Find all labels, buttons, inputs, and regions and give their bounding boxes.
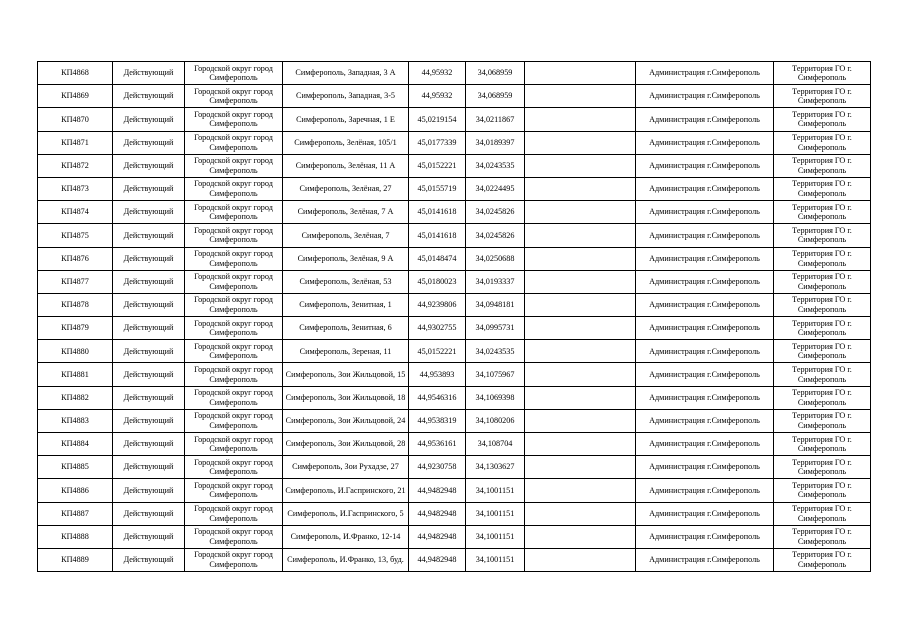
table-row	[38, 62, 871, 85]
district-cell: Городской округ город Симферополь	[185, 548, 283, 571]
longitude-cell: 34,1001151	[466, 525, 525, 548]
address-cell: Симферополь, Зелёная, 7 А	[283, 201, 409, 224]
status-cell: Действующий	[113, 131, 185, 154]
territory-cell: Территория ГО г. Симферополь	[774, 177, 871, 200]
longitude-cell: 34,068959	[466, 62, 525, 85]
empty-cell	[525, 386, 636, 409]
territory-cell: Территория ГО г. Симферополь	[774, 386, 871, 409]
district-cell: Городской округ город Симферополь	[185, 85, 283, 108]
table-row	[38, 363, 871, 386]
address-cell: Симферополь, Западная, 3-5	[283, 85, 409, 108]
longitude-cell: 34,1001151	[466, 479, 525, 502]
latitude-cell: 45,0141618	[409, 224, 466, 247]
status-cell: Действующий	[113, 201, 185, 224]
status-cell: Действующий	[113, 456, 185, 479]
empty-cell	[525, 479, 636, 502]
address-cell: Симферополь, И.Франко, 13, буд.	[283, 548, 409, 571]
district-cell: Городской округ город Симферополь	[185, 62, 283, 85]
longitude-cell: 34,0189397	[466, 131, 525, 154]
district-cell: Городской округ город Симферополь	[185, 502, 283, 525]
status-cell: Действующий	[113, 154, 185, 177]
territory-cell: Территория ГО г. Симферополь	[774, 317, 871, 340]
latitude-cell: 44,9482948	[409, 548, 466, 571]
point-id-cell: КП4872	[38, 154, 113, 177]
status-cell: Действующий	[113, 85, 185, 108]
latitude-cell: 44,9536161	[409, 433, 466, 456]
address-cell: Симферополь, Зенитная, 6	[283, 317, 409, 340]
table-row	[38, 224, 871, 247]
organization-cell: Администрация г.Симферополь	[636, 108, 774, 131]
table-row	[38, 317, 871, 340]
territory-cell: Территория ГО г. Симферополь	[774, 247, 871, 270]
territory-cell: Территория ГО г. Симферополь	[774, 502, 871, 525]
point-id-cell: КП4874	[38, 201, 113, 224]
point-id-cell: КП4869	[38, 85, 113, 108]
table-row	[38, 525, 871, 548]
table-row	[38, 293, 871, 316]
status-cell: Действующий	[113, 317, 185, 340]
point-id-cell: КП4889	[38, 548, 113, 571]
point-id-cell: КП4882	[38, 386, 113, 409]
status-cell: Действующий	[113, 62, 185, 85]
organization-cell: Администрация г.Симферополь	[636, 85, 774, 108]
territory-cell: Территория ГО г. Симферополь	[774, 108, 871, 131]
point-id-cell: КП4887	[38, 502, 113, 525]
address-cell: Симферополь, Зелёная, 53	[283, 270, 409, 293]
point-id-cell: КП4883	[38, 409, 113, 432]
status-cell: Действующий	[113, 363, 185, 386]
territory-cell: Территория ГО г. Симферополь	[774, 479, 871, 502]
address-cell: Симферополь, Зои Жильцовой, 28	[283, 433, 409, 456]
organization-cell: Администрация г.Симферополь	[636, 131, 774, 154]
empty-cell	[525, 85, 636, 108]
longitude-cell: 34,0245826	[466, 201, 525, 224]
district-cell: Городской округ город Симферополь	[185, 247, 283, 270]
longitude-cell: 34,0948181	[466, 293, 525, 316]
status-cell: Действующий	[113, 224, 185, 247]
table-row	[38, 456, 871, 479]
latitude-cell: 44,9230758	[409, 456, 466, 479]
empty-cell	[525, 131, 636, 154]
organization-cell: Администрация г.Симферополь	[636, 154, 774, 177]
address-cell: Симферополь, Заречная, 1 Е	[283, 108, 409, 131]
territory-cell: Территория ГО г. Симферополь	[774, 131, 871, 154]
longitude-cell: 34,1001151	[466, 502, 525, 525]
table-row	[38, 177, 871, 200]
territory-cell: Территория ГО г. Симферополь	[774, 548, 871, 571]
table-row	[38, 85, 871, 108]
organization-cell: Администрация г.Симферополь	[636, 548, 774, 571]
territory-cell: Территория ГО г. Симферополь	[774, 363, 871, 386]
longitude-cell: 34,1075967	[466, 363, 525, 386]
empty-cell	[525, 433, 636, 456]
district-cell: Городской округ город Симферополь	[185, 201, 283, 224]
empty-cell	[525, 177, 636, 200]
table-row	[38, 154, 871, 177]
table-row	[38, 386, 871, 409]
latitude-cell: 45,0141618	[409, 201, 466, 224]
table-row	[38, 108, 871, 131]
territory-cell: Территория ГО г. Симферополь	[774, 201, 871, 224]
latitude-cell: 44,9302755	[409, 317, 466, 340]
point-id-cell: КП4870	[38, 108, 113, 131]
territory-cell: Территория ГО г. Симферополь	[774, 409, 871, 432]
empty-cell	[525, 502, 636, 525]
longitude-cell: 34,068959	[466, 85, 525, 108]
table-row	[38, 479, 871, 502]
district-cell: Городской округ город Симферополь	[185, 224, 283, 247]
status-cell: Действующий	[113, 386, 185, 409]
status-cell: Действующий	[113, 177, 185, 200]
organization-cell: Администрация г.Симферополь	[636, 270, 774, 293]
latitude-cell: 45,0152221	[409, 154, 466, 177]
table-row	[38, 433, 871, 456]
empty-cell	[525, 409, 636, 432]
table-body	[38, 62, 871, 572]
district-cell: Городской округ город Симферополь	[185, 409, 283, 432]
registry-table	[37, 61, 871, 572]
organization-cell: Администрация г.Симферополь	[636, 409, 774, 432]
address-cell: Симферополь, Зои Жильцовой, 15	[283, 363, 409, 386]
address-cell: Симферополь, Западная, 3 А	[283, 62, 409, 85]
table-row	[38, 131, 871, 154]
organization-cell: Администрация г.Симферополь	[636, 293, 774, 316]
district-cell: Городской округ город Симферополь	[185, 131, 283, 154]
district-cell: Городской округ город Симферополь	[185, 433, 283, 456]
latitude-cell: 44,95932	[409, 85, 466, 108]
territory-cell: Территория ГО г. Симферополь	[774, 85, 871, 108]
point-id-cell: КП4885	[38, 456, 113, 479]
point-id-cell: КП4877	[38, 270, 113, 293]
point-id-cell: КП4871	[38, 131, 113, 154]
longitude-cell: 34,0224495	[466, 177, 525, 200]
status-cell: Действующий	[113, 270, 185, 293]
organization-cell: Администрация г.Симферополь	[636, 317, 774, 340]
organization-cell: Администрация г.Симферополь	[636, 456, 774, 479]
territory-cell: Территория ГО г. Симферополь	[774, 525, 871, 548]
table-row	[38, 247, 871, 270]
longitude-cell: 34,0243535	[466, 340, 525, 363]
empty-cell	[525, 247, 636, 270]
table-row	[38, 270, 871, 293]
address-cell: Симферополь, И.Гаспринского, 21	[283, 479, 409, 502]
latitude-cell: 44,953893	[409, 363, 466, 386]
status-cell: Действующий	[113, 293, 185, 316]
table-row	[38, 201, 871, 224]
longitude-cell: 34,1069398	[466, 386, 525, 409]
organization-cell: Администрация г.Симферополь	[636, 479, 774, 502]
status-cell: Действующий	[113, 479, 185, 502]
table-row	[38, 502, 871, 525]
district-cell: Городской округ город Симферополь	[185, 317, 283, 340]
point-id-cell: КП4873	[38, 177, 113, 200]
organization-cell: Администрация г.Симферополь	[636, 340, 774, 363]
address-cell: Симферополь, И.Франко, 12-14	[283, 525, 409, 548]
organization-cell: Администрация г.Симферополь	[636, 525, 774, 548]
table-row	[38, 340, 871, 363]
empty-cell	[525, 363, 636, 386]
empty-cell	[525, 456, 636, 479]
longitude-cell: 34,0211867	[466, 108, 525, 131]
district-cell: Городской округ город Симферополь	[185, 177, 283, 200]
district-cell: Городской округ город Симферополь	[185, 154, 283, 177]
empty-cell	[525, 525, 636, 548]
organization-cell: Администрация г.Симферополь	[636, 247, 774, 270]
point-id-cell: КП4879	[38, 317, 113, 340]
latitude-cell: 45,0180023	[409, 270, 466, 293]
point-id-cell: КП4886	[38, 479, 113, 502]
latitude-cell: 45,0148474	[409, 247, 466, 270]
empty-cell	[525, 548, 636, 571]
point-id-cell: КП4875	[38, 224, 113, 247]
address-cell: Симферополь, Зереная, 11	[283, 340, 409, 363]
district-cell: Городской округ город Симферополь	[185, 386, 283, 409]
address-cell: Симферополь, Зенитная, 1	[283, 293, 409, 316]
table-row	[38, 409, 871, 432]
address-cell: Симферополь, Зои Рухадзе, 27	[283, 456, 409, 479]
empty-cell	[525, 293, 636, 316]
latitude-cell: 44,9546316	[409, 386, 466, 409]
status-cell: Действующий	[113, 433, 185, 456]
address-cell: Симферополь, Зелёная, 7	[283, 224, 409, 247]
status-cell: Действующий	[113, 409, 185, 432]
address-cell: Симферополь, Зои Жильцовой, 18	[283, 386, 409, 409]
longitude-cell: 34,0250688	[466, 247, 525, 270]
longitude-cell: 34,0193337	[466, 270, 525, 293]
status-cell: Действующий	[113, 340, 185, 363]
empty-cell	[525, 340, 636, 363]
status-cell: Действующий	[113, 247, 185, 270]
latitude-cell: 45,0152221	[409, 340, 466, 363]
longitude-cell: 34,108704	[466, 433, 525, 456]
territory-cell: Территория ГО г. Симферополь	[774, 456, 871, 479]
latitude-cell: 44,9482948	[409, 525, 466, 548]
point-id-cell: КП4880	[38, 340, 113, 363]
table-row	[38, 548, 871, 571]
latitude-cell: 44,9239806	[409, 293, 466, 316]
address-cell: Симферополь, Зои Жильцовой, 24	[283, 409, 409, 432]
latitude-cell: 44,9482948	[409, 479, 466, 502]
organization-cell: Администрация г.Симферополь	[636, 62, 774, 85]
territory-cell: Территория ГО г. Симферополь	[774, 62, 871, 85]
latitude-cell: 44,9482948	[409, 502, 466, 525]
district-cell: Городской округ город Симферополь	[185, 363, 283, 386]
status-cell: Действующий	[113, 525, 185, 548]
empty-cell	[525, 62, 636, 85]
address-cell: Симферополь, Зелёная, 9 А	[283, 247, 409, 270]
territory-cell: Территория ГО г. Симферополь	[774, 270, 871, 293]
territory-cell: Территория ГО г. Симферополь	[774, 340, 871, 363]
point-id-cell: КП4884	[38, 433, 113, 456]
organization-cell: Администрация г.Симферополь	[636, 177, 774, 200]
empty-cell	[525, 108, 636, 131]
organization-cell: Администрация г.Симферополь	[636, 386, 774, 409]
territory-cell: Территория ГО г. Симферополь	[774, 293, 871, 316]
empty-cell	[525, 317, 636, 340]
district-cell: Городской округ город Симферополь	[185, 270, 283, 293]
longitude-cell: 34,1080206	[466, 409, 525, 432]
organization-cell: Администрация г.Симферополь	[636, 201, 774, 224]
organization-cell: Администрация г.Симферополь	[636, 224, 774, 247]
point-id-cell: КП4888	[38, 525, 113, 548]
address-cell: Симферополь, И.Гаспринского, 5	[283, 502, 409, 525]
empty-cell	[525, 201, 636, 224]
point-id-cell: КП4881	[38, 363, 113, 386]
territory-cell: Территория ГО г. Симферополь	[774, 224, 871, 247]
longitude-cell: 34,1303627	[466, 456, 525, 479]
status-cell: Действующий	[113, 108, 185, 131]
point-id-cell: КП4878	[38, 293, 113, 316]
status-cell: Действующий	[113, 502, 185, 525]
point-id-cell: КП4868	[38, 62, 113, 85]
district-cell: Городской округ город Симферополь	[185, 108, 283, 131]
latitude-cell: 45,0155719	[409, 177, 466, 200]
status-cell: Действующий	[113, 548, 185, 571]
longitude-cell: 34,0243535	[466, 154, 525, 177]
empty-cell	[525, 224, 636, 247]
district-cell: Городской округ город Симферополь	[185, 479, 283, 502]
district-cell: Городской округ город Симферополь	[185, 525, 283, 548]
empty-cell	[525, 154, 636, 177]
latitude-cell: 45,0219154	[409, 108, 466, 131]
latitude-cell: 44,95932	[409, 62, 466, 85]
latitude-cell: 44,9538319	[409, 409, 466, 432]
address-cell: Симферополь, Зелёная, 11 А	[283, 154, 409, 177]
longitude-cell: 34,0995731	[466, 317, 525, 340]
longitude-cell: 34,1001151	[466, 548, 525, 571]
organization-cell: Администрация г.Симферополь	[636, 433, 774, 456]
address-cell: Симферополь, Зелёная, 27	[283, 177, 409, 200]
empty-cell	[525, 270, 636, 293]
territory-cell: Территория ГО г. Симферополь	[774, 433, 871, 456]
district-cell: Городской округ город Симферополь	[185, 340, 283, 363]
longitude-cell: 34,0245826	[466, 224, 525, 247]
territory-cell: Территория ГО г. Симферополь	[774, 154, 871, 177]
district-cell: Городской округ город Симферополь	[185, 293, 283, 316]
latitude-cell: 45,0177339	[409, 131, 466, 154]
organization-cell: Администрация г.Симферополь	[636, 502, 774, 525]
district-cell: Городской округ город Симферополь	[185, 456, 283, 479]
address-cell: Симферополь, Зелёная, 105/1	[283, 131, 409, 154]
organization-cell: Администрация г.Симферополь	[636, 363, 774, 386]
point-id-cell: КП4876	[38, 247, 113, 270]
